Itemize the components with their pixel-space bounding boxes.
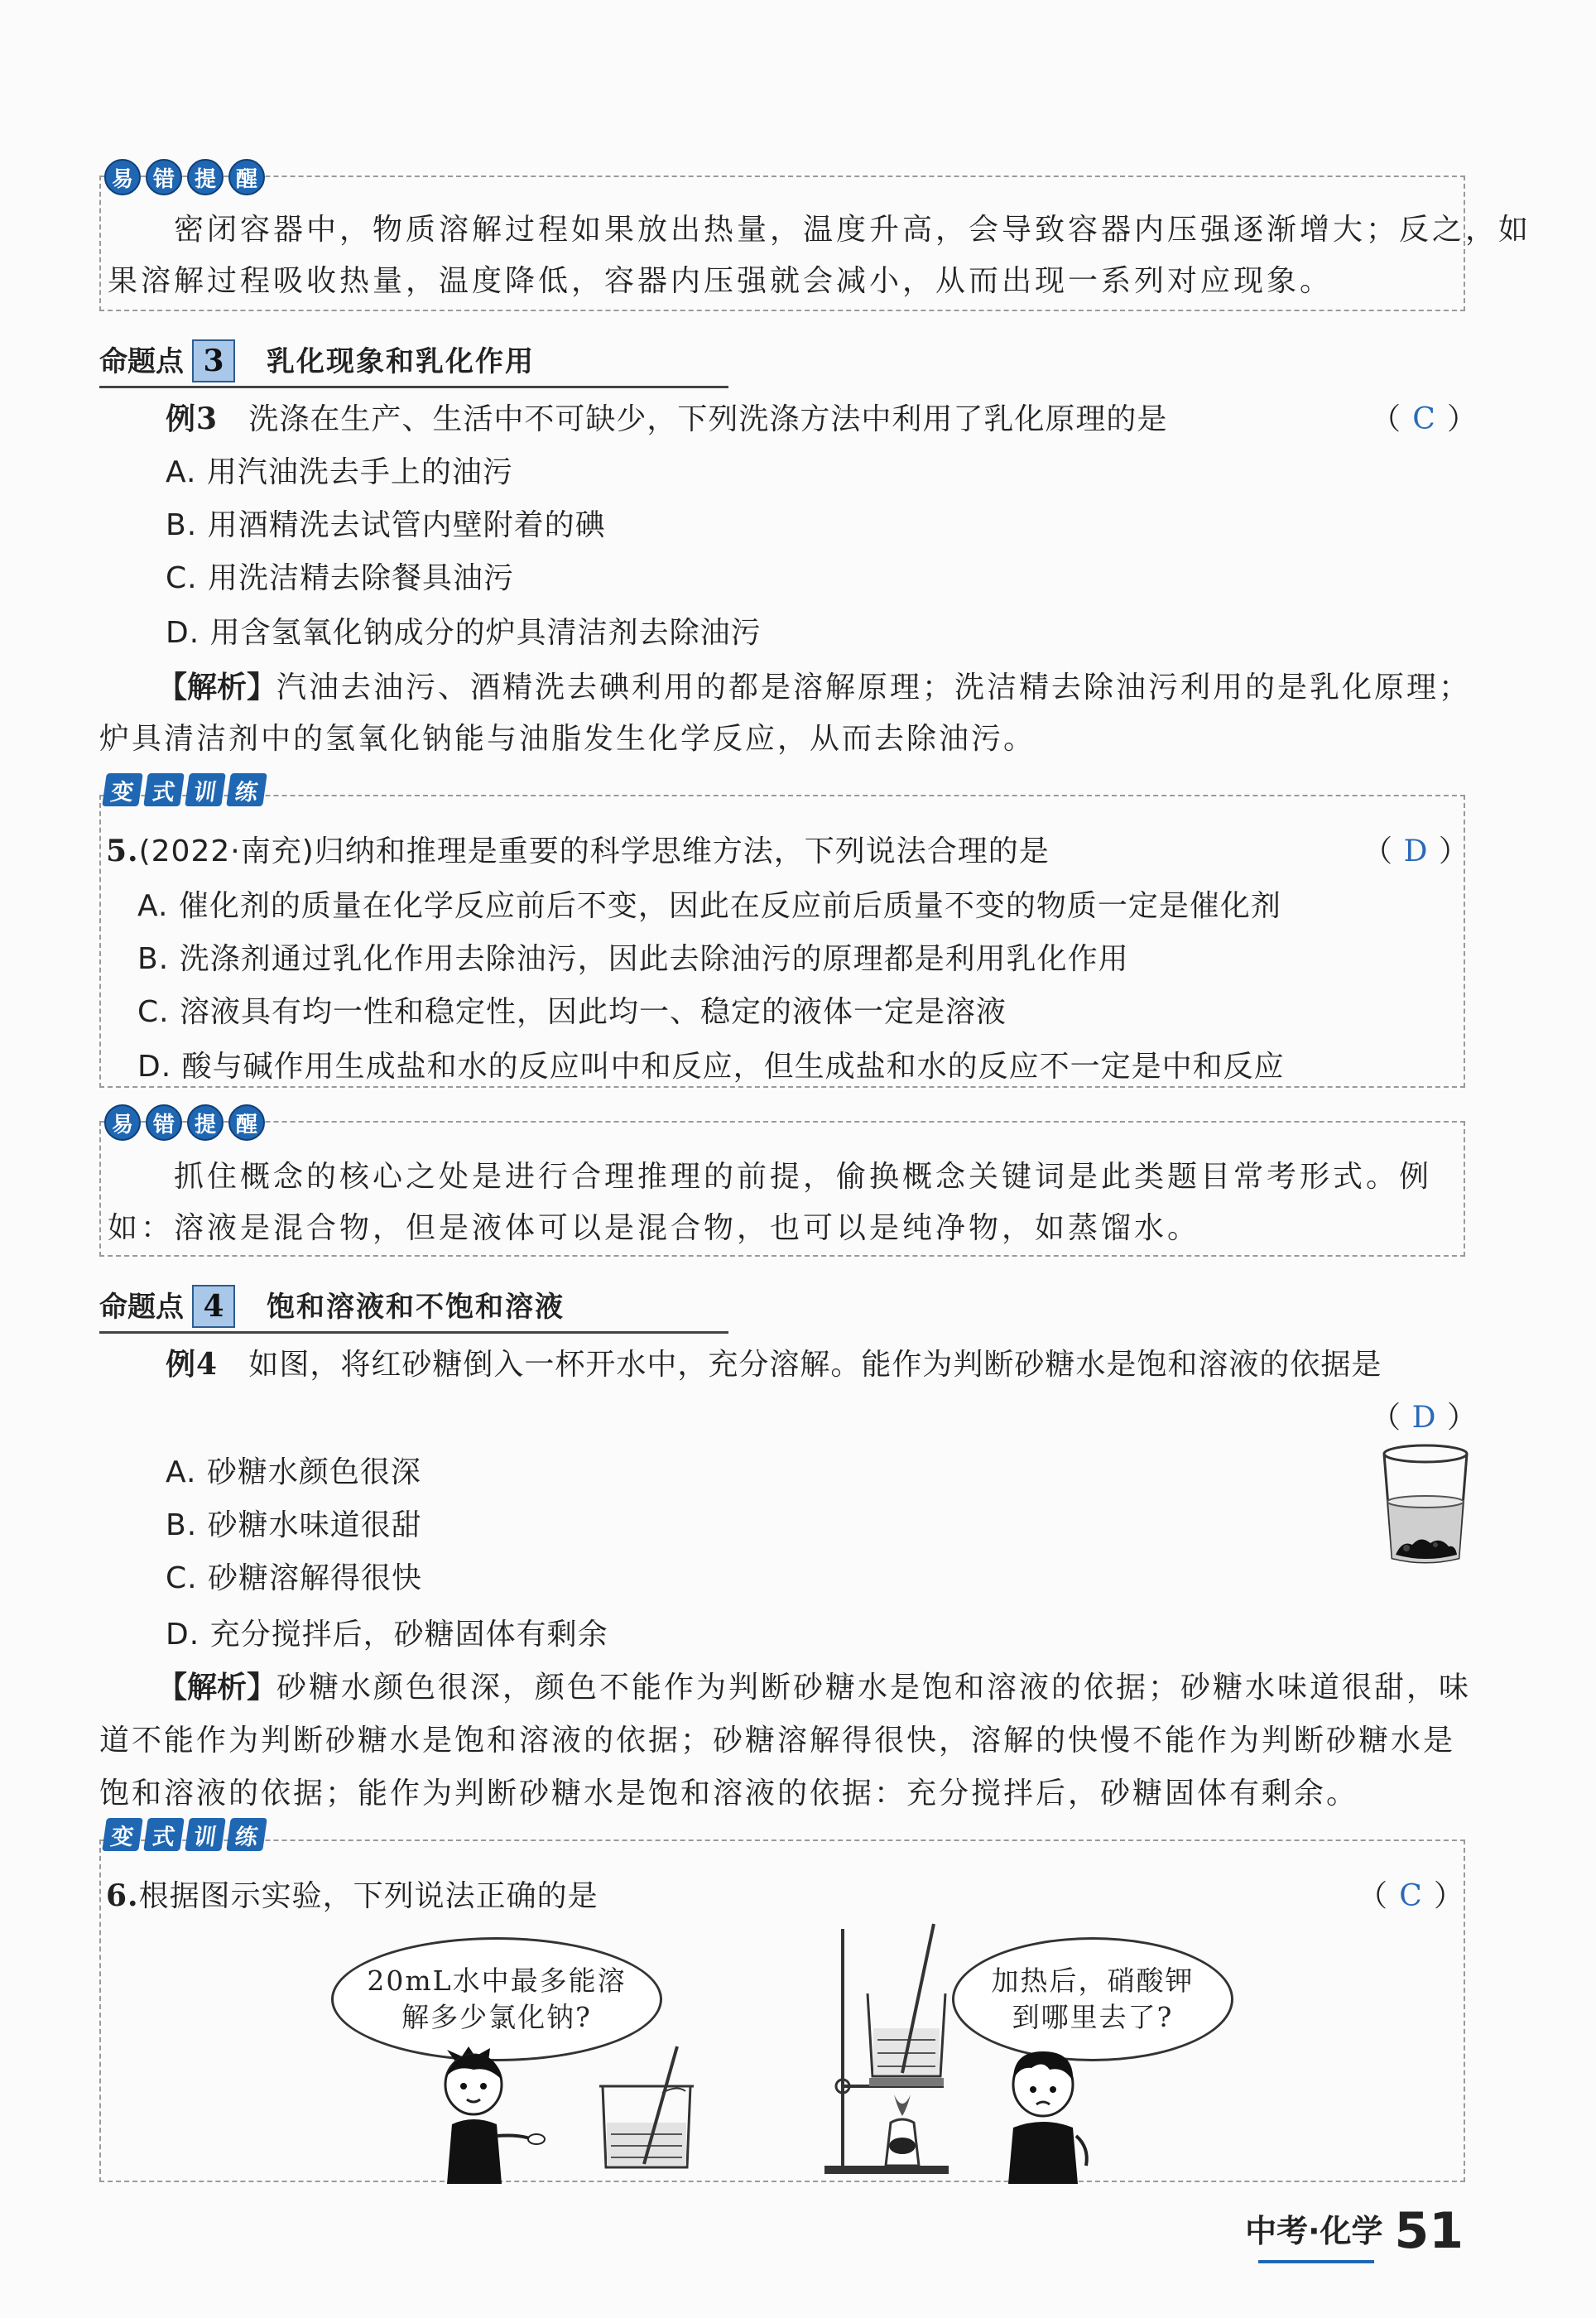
analysis-text: 砂糖水颜色很深，颜色不能作为判断砂糖水是饱和溶液的依据；砂糖水味道很甜，味	[276, 1671, 1472, 1705]
section-title: 饱和溶液和不饱和溶液	[267, 1291, 565, 1324]
analysis-3	[157, 664, 1471, 706]
bubble-text: 20mL水中最多能溶	[367, 1965, 627, 1997]
section-label: 命题点	[99, 1291, 184, 1324]
option: A. 砂糖水颜色很深	[166, 1455, 421, 1489]
bubble-text: 加热后，硝酸钾	[991, 1965, 1195, 1997]
tip1-line: 果溶解过程吸收热量，温度降低，容器内压强就会减小，从而出现一系列对应现象。	[108, 264, 1334, 298]
section-number: 4	[192, 1285, 235, 1328]
tip-label-char: 易	[104, 1104, 141, 1141]
section-heading-4	[99, 1280, 728, 1334]
page-number: 51	[1394, 2202, 1464, 2260]
answer-value: C	[1412, 402, 1435, 436]
practice-label-char: 训	[185, 1818, 226, 1851]
option: C. 用洗洁精去除餐具油污	[166, 561, 515, 595]
answer-bracket: （ D ）	[1363, 834, 1469, 868]
practice-label-char: 变	[102, 773, 143, 806]
option: D. 充分搅拌后，砂糖固体有剩余	[166, 1618, 608, 1652]
practice-label-char: 式	[143, 1818, 185, 1851]
example3-question	[166, 396, 1167, 438]
analysis-head: 【解析】	[157, 671, 277, 705]
question-text: (2022·南充)归纳和推理是重要的科学思维方法，下列说法合理的是	[138, 834, 1050, 868]
girl-cartoon-illustration	[422, 2045, 563, 2186]
practice-label-char: 练	[226, 1818, 267, 1851]
analysis-head: 【解析】	[157, 1671, 277, 1705]
heating-apparatus-illustration	[820, 1921, 969, 2177]
bubble-text: 解多少氯化钠?	[401, 2001, 592, 2033]
analysis-text: 道不能作为判断砂糖水是饱和溶液的依据；砂糖溶解得很快，溶解的快慢不能作为判断砂糖水是	[99, 1724, 1456, 1758]
option: C. 溶液具有均一性和稳定性，因此均一、稳定的液体一定是溶液	[137, 995, 1007, 1029]
footer-subject: 中考·化学	[1245, 2213, 1383, 2249]
tip1-line: 密闭容器中，物质溶解过程如果放出热量，温度升高，会导致容器内压强逐渐增大；反之，如	[108, 213, 1532, 247]
practice-label-char: 式	[143, 773, 185, 806]
bubble-text: 到哪里去了?	[1012, 2001, 1174, 2033]
answer-bracket: （ C ）	[1371, 402, 1478, 436]
option: C. 砂糖溶解得很快	[166, 1561, 423, 1595]
analysis-text: 炉具清洁剂中的氢氧化钠能与油脂发生化学反应，从而去除油污。	[99, 722, 1036, 756]
question-number: 6.	[106, 1878, 139, 1913]
tip-label-char: 错	[146, 159, 182, 195]
tip-label-char: 醒	[228, 1104, 265, 1141]
tip-label-char: 醒	[228, 159, 265, 195]
option: A. 用汽油洗去手上的油污	[166, 455, 513, 489]
example-tag: 例4	[166, 1347, 219, 1382]
analysis-text: 汽油去油污、酒精洗去碘利用的都是溶解原理；洗洁精去除油污利用的是乳化原理；	[276, 671, 1472, 705]
section-number: 3	[192, 339, 235, 382]
practice-label-char: 练	[226, 773, 267, 806]
option: D. 酸与碱作用生成盐和水的反应叫中和反应，但生成盐和水的反应不一定是中和反应	[137, 1050, 1285, 1084]
practice6-question	[106, 1873, 598, 1915]
practice-label-char: 变	[102, 1818, 143, 1851]
tip-label-char: 提	[187, 1104, 224, 1141]
section-label: 命题点	[99, 345, 184, 378]
tip-label-char: 易	[104, 159, 141, 195]
tip2-line: 如：溶液是混合物，但是液体可以是混合物，也可以是纯净物，如蒸馏水。	[108, 1211, 1201, 1245]
sugar-water-beaker-illustration	[1377, 1442, 1473, 1566]
question-text: 如图，将红砂糖倒入一杯开水中，充分溶解。能作为判断砂糖水是饱和溶液的依据是	[248, 1348, 1382, 1382]
option: B. 洗涤剂通过乳化作用去除油污，因此去除油污的原理都是利用乳化作用	[137, 942, 1129, 976]
answer-bracket: （ D ）	[1371, 1401, 1478, 1435]
question-text: 洗涤在生产、生活中不可缺少，下列洗涤方法中利用了乳化原理的是	[248, 402, 1168, 436]
example-tag: 例3	[166, 402, 219, 436]
tip-label-char: 提	[187, 159, 224, 195]
example4-question	[166, 1341, 1382, 1383]
practice-label-6	[104, 1818, 265, 1851]
question-text: 根据图示实验，下列说法正确的是	[138, 1879, 598, 1913]
analysis-4	[157, 1664, 1471, 1706]
boy-cartoon-illustration	[985, 2045, 1109, 2186]
option: D. 用含氢氧化钠成分的炉具清洁剂去除油污	[166, 616, 762, 650]
footer-accent-line	[1258, 2260, 1374, 2263]
practice-label-char: 训	[185, 773, 226, 806]
tip-label-char: 错	[146, 1104, 182, 1141]
tip2-line: 抓住概念的核心之处是进行合理推理的前提，偷换概念关键词是此类题目常考形式。例	[108, 1160, 1433, 1194]
section-title: 乳化现象和乳化作用	[267, 345, 535, 378]
practice-label-5	[104, 773, 265, 806]
beaker-with-stirring-rod-illustration	[594, 2043, 702, 2176]
question-number: 5.	[106, 834, 139, 868]
practice5-question	[106, 828, 1050, 870]
tip-label-2	[104, 1104, 265, 1141]
speech-bubble-right	[952, 1937, 1233, 2061]
section-heading-3	[99, 334, 728, 388]
answer-value: C	[1399, 1879, 1422, 1913]
option: B. 用酒精洗去试管内壁附着的碘	[166, 508, 606, 542]
option: B. 砂糖水味道很甜	[166, 1508, 422, 1542]
analysis-text: 饱和溶液的依据；能作为判断砂糖水是饱和溶液的依据：充分搅拌后，砂糖固体有剩余。	[99, 1777, 1359, 1811]
option: A. 催化剂的质量在化学反应前后不变，因此在反应前后质量不变的物质一定是催化剂	[137, 889, 1281, 923]
tip-label-1	[104, 159, 265, 195]
answer-value: D	[1403, 834, 1428, 868]
page-footer	[1245, 2202, 1464, 2260]
answer-bracket: （ C ）	[1358, 1879, 1464, 1913]
answer-value: D	[1411, 1401, 1436, 1435]
